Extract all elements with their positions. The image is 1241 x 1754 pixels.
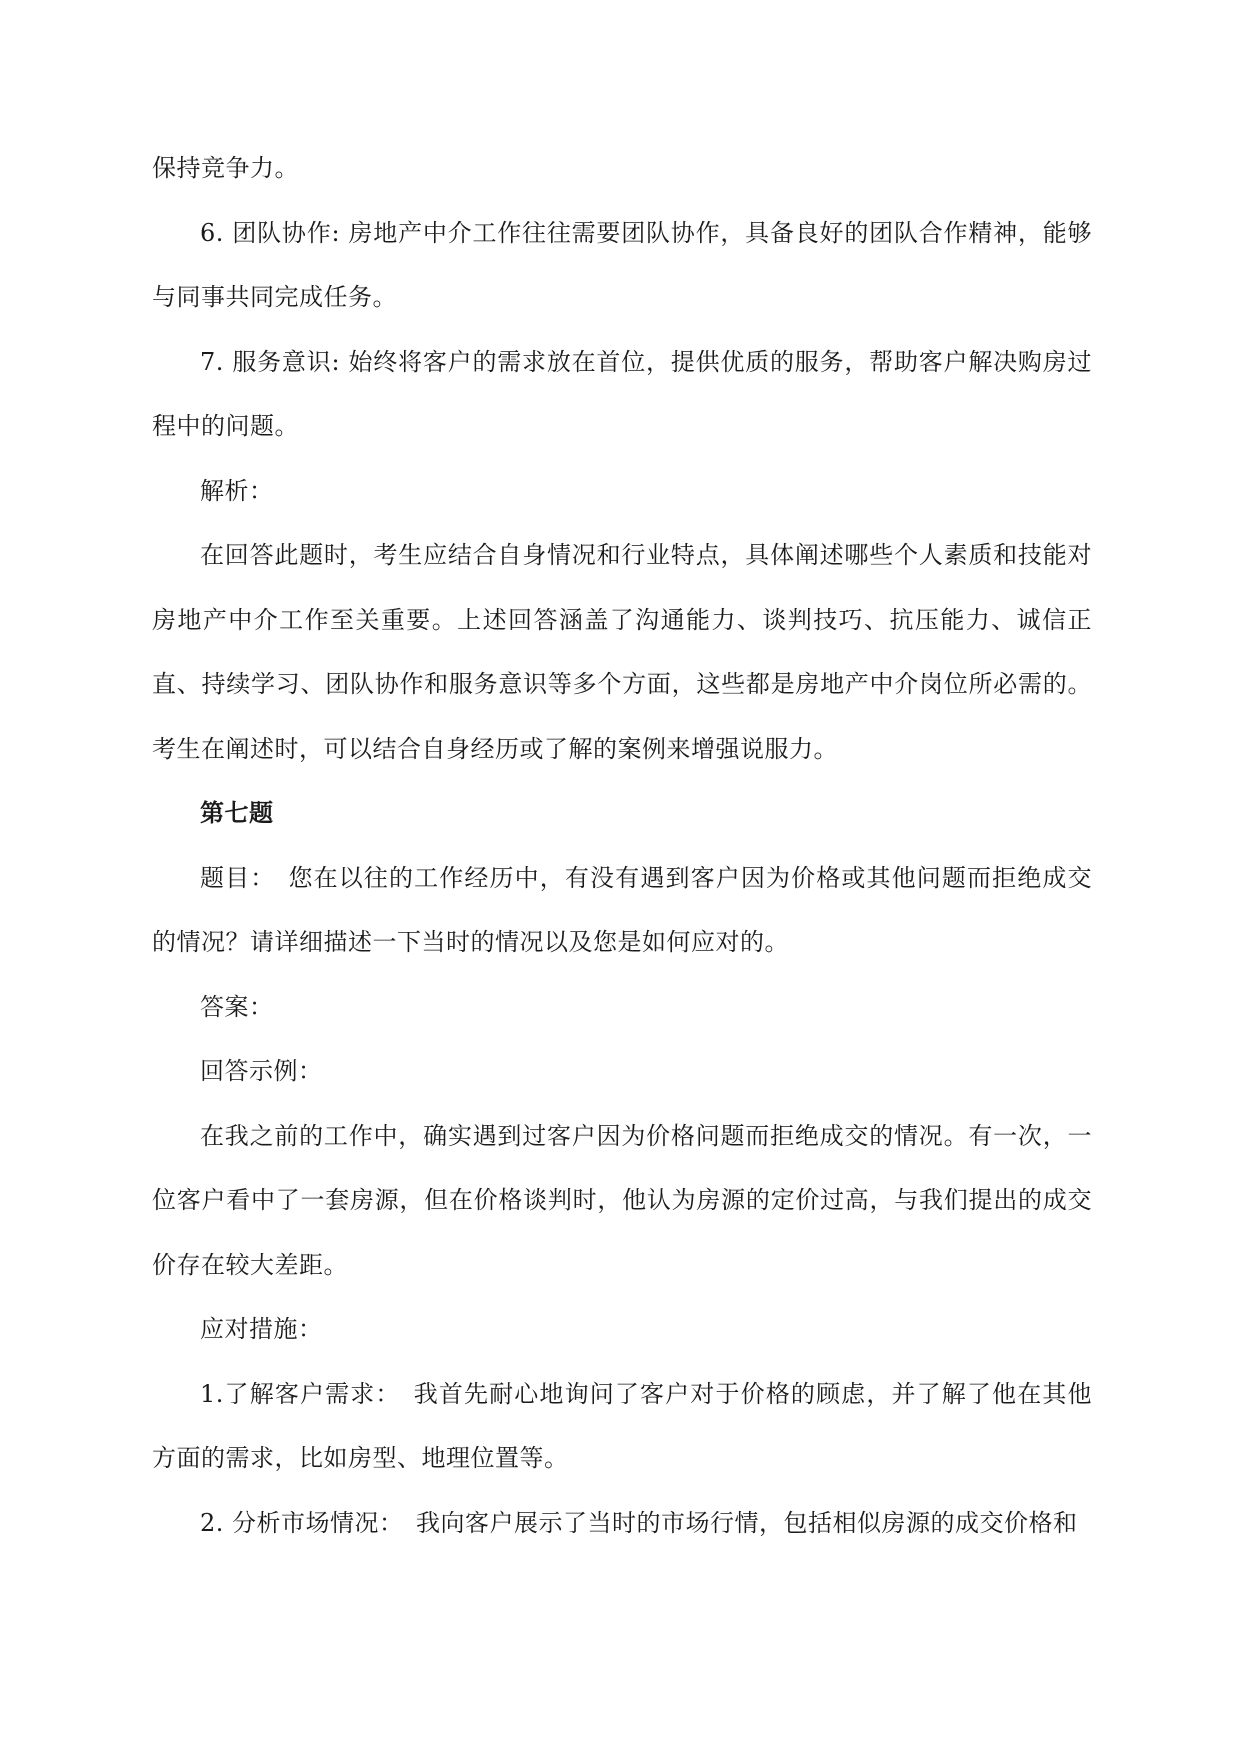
measures-label: 应对措施： xyxy=(200,1315,323,1343)
answer-label: 答案： xyxy=(200,992,274,1021)
paragraph-continuation: 保持竞争力。 xyxy=(152,154,299,182)
example-paragraph: 在我之前的工作中，确实遇到过客户因为价格问题而拒绝成交的情况。有一次，一位客户看中了一套房源，但在价格谈判时，他认为房源的定价过高，与我们提出的成交价存在较大差距。 xyxy=(152,1121,1092,1279)
paragraph-item-6-teamwork: 6. 团队协作: 房地产中介工作往往需要团队协作，具备良好的团队合作精神，能够与同事共同完成任务。 xyxy=(152,218,1092,311)
measure-item-2: 2. 分析市场情况： 我向客户展示了当时的市场行情，包括相似房源的成交价格和 xyxy=(200,1508,1078,1537)
section-heading: 第七题 xyxy=(200,798,274,827)
analysis-label: 解析： xyxy=(200,476,274,505)
example-label: 回答示例： xyxy=(200,1057,323,1085)
measure-item-1: 1.了解客户需求： 我首先耐心地询问了客户对于价格的顾虑，并了解了他在其他方面的需求，比如房型、地理位置等。 xyxy=(152,1379,1092,1472)
document-body xyxy=(152,136,1092,1555)
analysis-paragraph: 在回答此题时，考生应结合自身情况和行业特点，具体阐述哪些个人素质和技能对房地产中介工作至关重要。上述回答涵盖了沟通能力、谈判技巧、抗压能力、诚信正直、持续学习、团队协作和服务意识等多个方面，这些都是房地产中介岗位所必需的。考生在阐述时，可以结合自身经历或了解的案例来增强说服力。 xyxy=(152,541,1092,763)
question-paragraph: 题目： 您在以往的工作经历中，有没有遇到客户因为价格或其他问题而拒绝成交的情况？请详细描述一下当时的情况以及您是如何应对的。 xyxy=(152,863,1092,956)
paragraph-item-7-service: 7. 服务意识: 始终将客户的需求放在首位，提供优质的服务，帮助客户解决购房过程中的问题。 xyxy=(152,347,1092,440)
